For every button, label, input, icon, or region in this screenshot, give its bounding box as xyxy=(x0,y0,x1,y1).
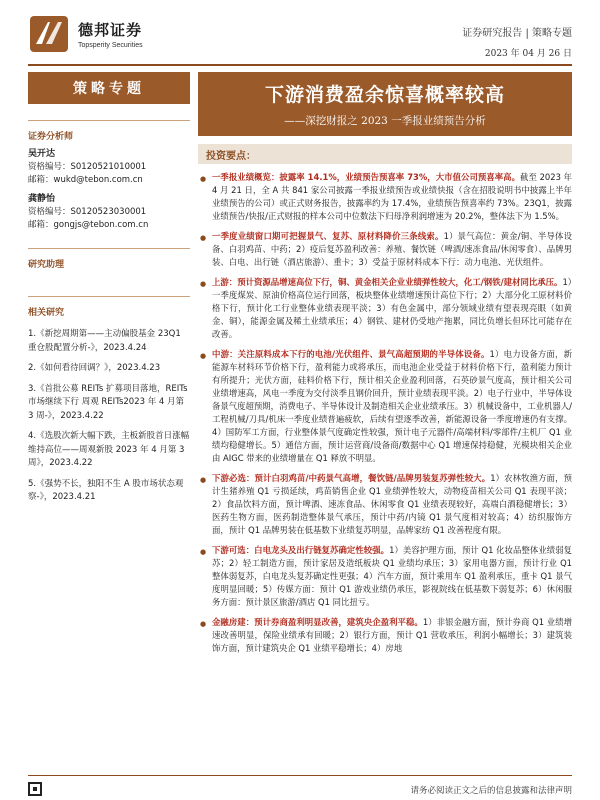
key-point-lead: 下游必选：预计白羽鸡苗/中药景气高增，餐饮链/品牌男装复苏弹性较大。 xyxy=(212,473,491,483)
analyst-block xyxy=(28,193,190,232)
sidebar-divider xyxy=(28,296,190,297)
analyst-license: 资格编号：S0120523030001 xyxy=(28,207,147,217)
analyst-email[interactable]: 邮箱：wukd@tebon.com.cn xyxy=(28,175,143,185)
key-point-paragraph xyxy=(198,348,572,465)
investment-points-heading: 投资要点： xyxy=(198,144,572,164)
bullet-icon: ● xyxy=(200,620,207,628)
sidebar xyxy=(28,72,190,512)
sidebar-divider xyxy=(28,248,190,249)
analyst-block xyxy=(28,148,190,187)
footer-divider xyxy=(28,775,572,776)
key-point-lead: 一季报业绩概览：披露率 14.1%，业绩预告预喜率 73%，大市值公司预喜率高。 xyxy=(212,172,521,182)
report-date: 2023 年 04 月 26 日 xyxy=(484,49,572,59)
assistant-heading: 研究助理 xyxy=(28,260,65,270)
related-research-item[interactable]: 5.《强势不长，独阳不生 A 股市场状态观察-》，2023.4.21 xyxy=(28,478,184,502)
related-research-item[interactable]: 2.《如何看待回调？》，2023.4.23 xyxy=(28,363,161,373)
bullet-icon: ● xyxy=(200,548,207,556)
related-research-list xyxy=(28,328,190,505)
key-point-body: 1）农林牧渔方面，预计生猪养殖 Q1 亏损延续，鸡苗销售企业 Q1 业绩弹性较大，动物疫苗相关公司 Q1 表现平淡；2）食品饮料方面，预计啤酒、速冻食品、休闲零食 Q1 业绩表现较好，高端白酒稳健增长；3）医药生物方面，医药制造整体景气承压，预计中药/内镜 Q1 景气度相对较高；4）纺织服饰方面，预计 Q1 品牌男装在低基数下业绩复苏明显，品牌家纺 Q1 改善程度有限。 xyxy=(212,473,573,535)
key-point-body: 1）电力设备方面，新能源车材料环节价格下行，盈利能力或将承压，而电池企业受益于材料价格下行，盈利能力预计有所提升；光伏方面，硅料价格下行，预计相关企业盈利回落，石英砂景气度高，预计相关公司业绩增速高，风电一季度为交付淡季且钢价回升，预计业绩表现平淡。2）电子行业中，半导体设备景气度超预期，消费电子、半导体设计及制造相关企业业绩承压。3）机械设备中，工业机器人/工程机械/刀具/机床一季度业绩普遍疲软，后续有望逐季改善，新能源设备一季度增速仍有支撑。4）国防军工方面，行业整体景气度确定性较强，预计电子元器件/高端材料/零部件/主机厂 Q1 业绩均稳健增长。5）通信方面，预计运营商/设备商/数据中心 Q1 增速保持稳健，光模块相关企业由 AIGC 带来的业绩增量在 Q1 释放不明显。 xyxy=(212,349,572,463)
company-logo xyxy=(28,14,143,54)
related-research-item[interactable]: 3.《首批公募 REITs 扩募项目落地，REITs 市场继续下行 周观 REITs2023 年 4 月第 3 周-》，2023.4.22 xyxy=(28,383,188,421)
sidebar-divider xyxy=(28,120,190,121)
logo-english-name: Topsperity Securities xyxy=(78,42,143,49)
key-point-lead: 下游可选：白电龙头及出行链复苏确定性较强。 xyxy=(212,545,390,555)
related-research-item[interactable]: 4.《选股次新大幅下跌，主板新股首日涨幅维持高位——周观新股 2023 年 4 月第 3 周》，2023.4.22 xyxy=(28,431,190,468)
key-point-body: 1）一季度煤炭、原油价格高位运行回落，板块整体业绩增速预计高位下行；2）大部分化工原材料价格下行，预计化工行业整体业绩表现平淡；3）有色金属中，部分领域业绩有望表现亮眼（如黄金、铜），能源金属及稀土业绩承压；4）钢铁、建材仍受地产拖累，同比负增长但环比可能存在改善。 xyxy=(212,277,572,339)
key-point-paragraph xyxy=(198,472,572,537)
disclaimer-note: 请务必阅读正文之后的信息披露和法律声明 xyxy=(410,786,572,796)
key-point-lead: 上游：预计资源品增速高位下行，铜、黄金相关企业业绩弹性较大，化工/钢铁/建材同比承压。 xyxy=(212,277,563,287)
analyst-email[interactable]: 邮箱：gongjs@tebon.com.cn xyxy=(28,220,149,230)
key-point-paragraph xyxy=(198,276,572,341)
key-point-body: 1）美容护理方面，预计 Q1 化妆品整体业绩弱复苏；2）轻工制造方面，预计家居及造纸板块 Q1 业绩均承压；3）家用电器方面，预计行业 Q1 整体弱复苏，白电龙头复苏确定性更强；4）汽车方面，预计乘用车 Q1 盈利承压，重卡 Q1 景气度明显回暖；5）传媒方面：预计 Q1 游戏业绩仍承压，影视院线在低基数下弱复苏；6）休闲服务方面：预计景区旅游/酒店 Q1 同比扭亏。 xyxy=(212,545,573,607)
related-research-heading: 相关研究 xyxy=(28,308,65,318)
bullet-icon: ● xyxy=(200,175,207,183)
key-point-lead: 金融房建：预计券商盈利明显改善，建筑央企盈利平稳。 xyxy=(212,617,423,627)
sidebar-title: 策略专题 xyxy=(28,72,190,104)
logo-mark-icon xyxy=(28,14,72,54)
bullet-icon: ● xyxy=(200,280,207,288)
report-title: 下游消费盈余惊喜概率较高 xyxy=(264,84,505,106)
key-point-lead: 中游：关注原料成本下行的电池/光伏组件、景气高超预期的半导体设备。 xyxy=(212,349,490,359)
key-point-paragraph xyxy=(198,544,572,609)
key-point-lead: 一季度业绩窗口期可把握景气、复苏、原材料降价三条线索。 xyxy=(212,231,444,241)
analyst-name: 龚静怡 xyxy=(28,194,56,204)
key-point-body: 1）景气高位：黄金/铜、半导体设备、白羽鸡苗、中药；2）疫后复苏盈利改善：养殖、餐饮链（啤酒/速冻食品/休闲零食）、品牌男装、白电、出行链（酒店旅游）、重卡；3）受益于原材料成本下行：动力电池、光伏组件。 xyxy=(212,231,573,267)
bullet-icon: ● xyxy=(200,476,207,484)
key-point-paragraph xyxy=(198,171,572,223)
report-subtitle: ——深挖财报之 2023 一季报业绩预告分析 xyxy=(284,115,486,127)
key-point-paragraph xyxy=(198,616,572,655)
main-content xyxy=(198,72,572,655)
logo-chinese-name: 德邦证券 xyxy=(78,21,143,39)
title-banner xyxy=(198,72,572,136)
related-research-item[interactable]: 1.《新挖周期第——主动偏股基金 23Q1 重仓股配置分析-》，2023.4.24 xyxy=(28,329,181,353)
analyst-name: 吴开达 xyxy=(28,149,56,159)
key-point-paragraph xyxy=(198,230,572,269)
document-type: 证券研究报告 | 策略专题 xyxy=(462,28,572,39)
qr-code-icon xyxy=(28,782,42,796)
key-point-body: 截至 2023 年 4 月 21 日，全 A 共 841 家公司披露一季报业绩预告或业绩快报（含在招股说明书中披露上半年业绩预告的公司）或正式财务报告，披露率约为 17.4%，业绩预告预喜率约 73%。23Q1，披露业绩预告/快报/正式财报的样本公司中位数法下归母净利润增速为 20.2%，整体法下为 1.5%。 xyxy=(212,172,572,221)
analyst-license: 资格编号：S0120521010001 xyxy=(28,162,147,172)
bullet-icon: ● xyxy=(200,352,207,360)
header-divider xyxy=(28,64,572,66)
analyst-heading: 证券分析师 xyxy=(28,132,74,142)
bullet-icon: ● xyxy=(200,234,207,242)
key-point-body: 1）非银金融方面，预计券商 Q1 业绩增速改善明显，保险业绩承有回暖；2）银行方面，预计 Q1 营收承压，利润小幅增长；3）建筑装饰方面，预计建筑央企 Q1 业绩平稳增长；4）房地 xyxy=(212,617,573,653)
